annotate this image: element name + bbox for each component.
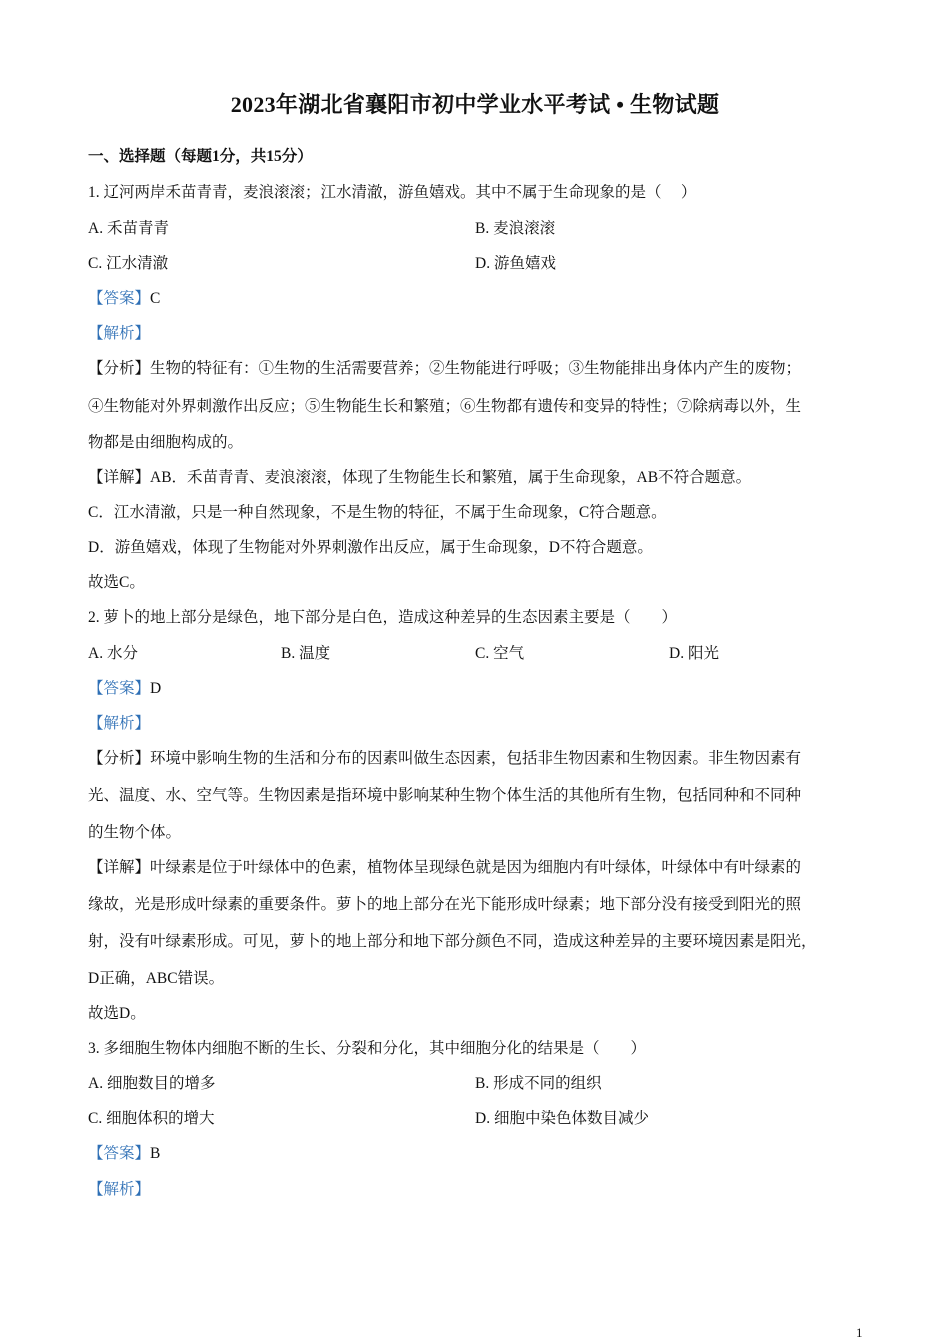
q1-option-c: C. 江水清澈 (88, 255, 169, 272)
q1-detail-line: AB．禾苗青青、麦浪滚滚，体现了生物能生长和繁殖，属于生命现象，AB不符合题意。 (150, 469, 752, 486)
q3-option-a: A. 细胞数目的增多 (88, 1075, 216, 1092)
q2-conclusion: 故选D。 (88, 1005, 146, 1022)
q2-explanation-label: 【解析】 (88, 715, 151, 732)
answer-label: 【答案】 (88, 680, 151, 697)
q3-stem: 3. 多细胞生物体内细胞不断的生长、分裂和分化，其中细胞分化的结果是（ ） (88, 1040, 647, 1057)
detail-label: 【详解】 (88, 469, 151, 486)
q2-option-d: D. 阳光 (669, 645, 719, 662)
section-header: 一、选择题（每题1分，共15分） (88, 148, 313, 165)
q3-option-c: C. 细胞体积的增大 (88, 1110, 215, 1127)
answer-label: 【答案】 (88, 1145, 151, 1162)
q3-answer (88, 1143, 160, 1165)
q2-analysis-line: 的生物个体。 (88, 824, 182, 841)
analysis-label: 【分析】 (88, 750, 151, 767)
page-title: 2023年湖北省襄阳市初中学业水平考试 • 生物试题 (230, 92, 720, 117)
detail-label: 【详解】 (88, 859, 151, 876)
q2-stem: 2. 萝卜的地上部分是绿色，地下部分是白色，造成这种差异的生态因素主要是（ ） (88, 609, 678, 626)
q3-option-d: D. 细胞中染色体数目减少 (475, 1110, 649, 1127)
q2-detail (88, 857, 801, 879)
q1-analysis-line: 物都是由细胞构成的。 (88, 434, 244, 451)
q2-detail-line: D正确，ABC错误。 (88, 970, 225, 987)
q1-answer (88, 288, 160, 310)
q2-option-a: A. 水分 (88, 645, 138, 662)
q2-detail-line: 射，没有叶绿素形成。可见，萝卜的地上部分和地下部分颜色不同，造成这种差异的主要环境因素是阳光， (88, 933, 817, 950)
q1-analysis-line: ④生物能对外界刺激作出反应；⑤生物能生长和繁殖；⑥生物都有遗传和变异的特性；⑦除病毒以外，生 (88, 398, 802, 415)
q1-analysis (88, 358, 801, 380)
q1-conclusion: 故选C。 (88, 574, 145, 591)
q1-detail-line: D．游鱼嬉戏，体现了生物能对外界刺激作出反应，属于生命现象，D不符合题意。 (88, 539, 653, 556)
q2-answer (88, 678, 161, 700)
analysis-label: 【分析】 (88, 360, 151, 377)
q3-explanation-label: 【解析】 (88, 1181, 151, 1198)
q2-answer-value: D (150, 680, 162, 697)
q1-detail (88, 467, 751, 489)
q1-detail-line: C．江水清澈，只是一种自然现象，不是生物的特征，不属于生命现象，C符合题意。 (88, 504, 667, 521)
q3-option-b: B. 形成不同的组织 (475, 1075, 602, 1092)
q1-option-b: B. 麦浪滚滚 (475, 220, 556, 237)
q3-answer-value: B (150, 1145, 161, 1162)
q1-option-a: A. 禾苗青青 (88, 220, 169, 237)
q2-detail-line: 叶绿素是位于叶绿体中的色素，植物体呈现绿色就是因为细胞内有叶绿体，叶绿体中有叶绿素的 (150, 859, 802, 876)
q1-answer-value: C (150, 290, 161, 307)
page-number: 1 (856, 1325, 863, 1340)
q2-detail-line: 缘故，光是形成叶绿素的重要条件。萝卜的地上部分在光下能形成叶绿素；地下部分没有接受到阳光的照 (88, 896, 802, 913)
q2-analysis-line: 光、温度、水、空气等。生物因素是指环境中影响某种生物个体生活的其他所有生物，包括同种和不同种 (88, 787, 802, 804)
answer-label: 【答案】 (88, 290, 151, 307)
q2-analysis (88, 748, 801, 770)
q1-stem: 1. 辽河两岸禾苗青青，麦浪滚滚；江水清澈，游鱼嬉戏。其中不属于生命现象的是（ ） (88, 184, 697, 201)
q2-analysis-line: 环境中影响生物的生活和分布的因素叫做生态因素，包括非生物因素和生物因素。非生物因素有 (150, 750, 802, 767)
q2-option-c: C. 空气 (475, 645, 525, 662)
q1-analysis-line: 生物的特征有：①生物的生活需要营养；②生物能进行呼吸；③生物能排出身体内产生的废物； (150, 360, 802, 377)
q1-option-d: D. 游鱼嬉戏 (475, 255, 556, 272)
q2-option-b: B. 温度 (281, 645, 331, 662)
q1-explanation-label: 【解析】 (88, 325, 151, 342)
